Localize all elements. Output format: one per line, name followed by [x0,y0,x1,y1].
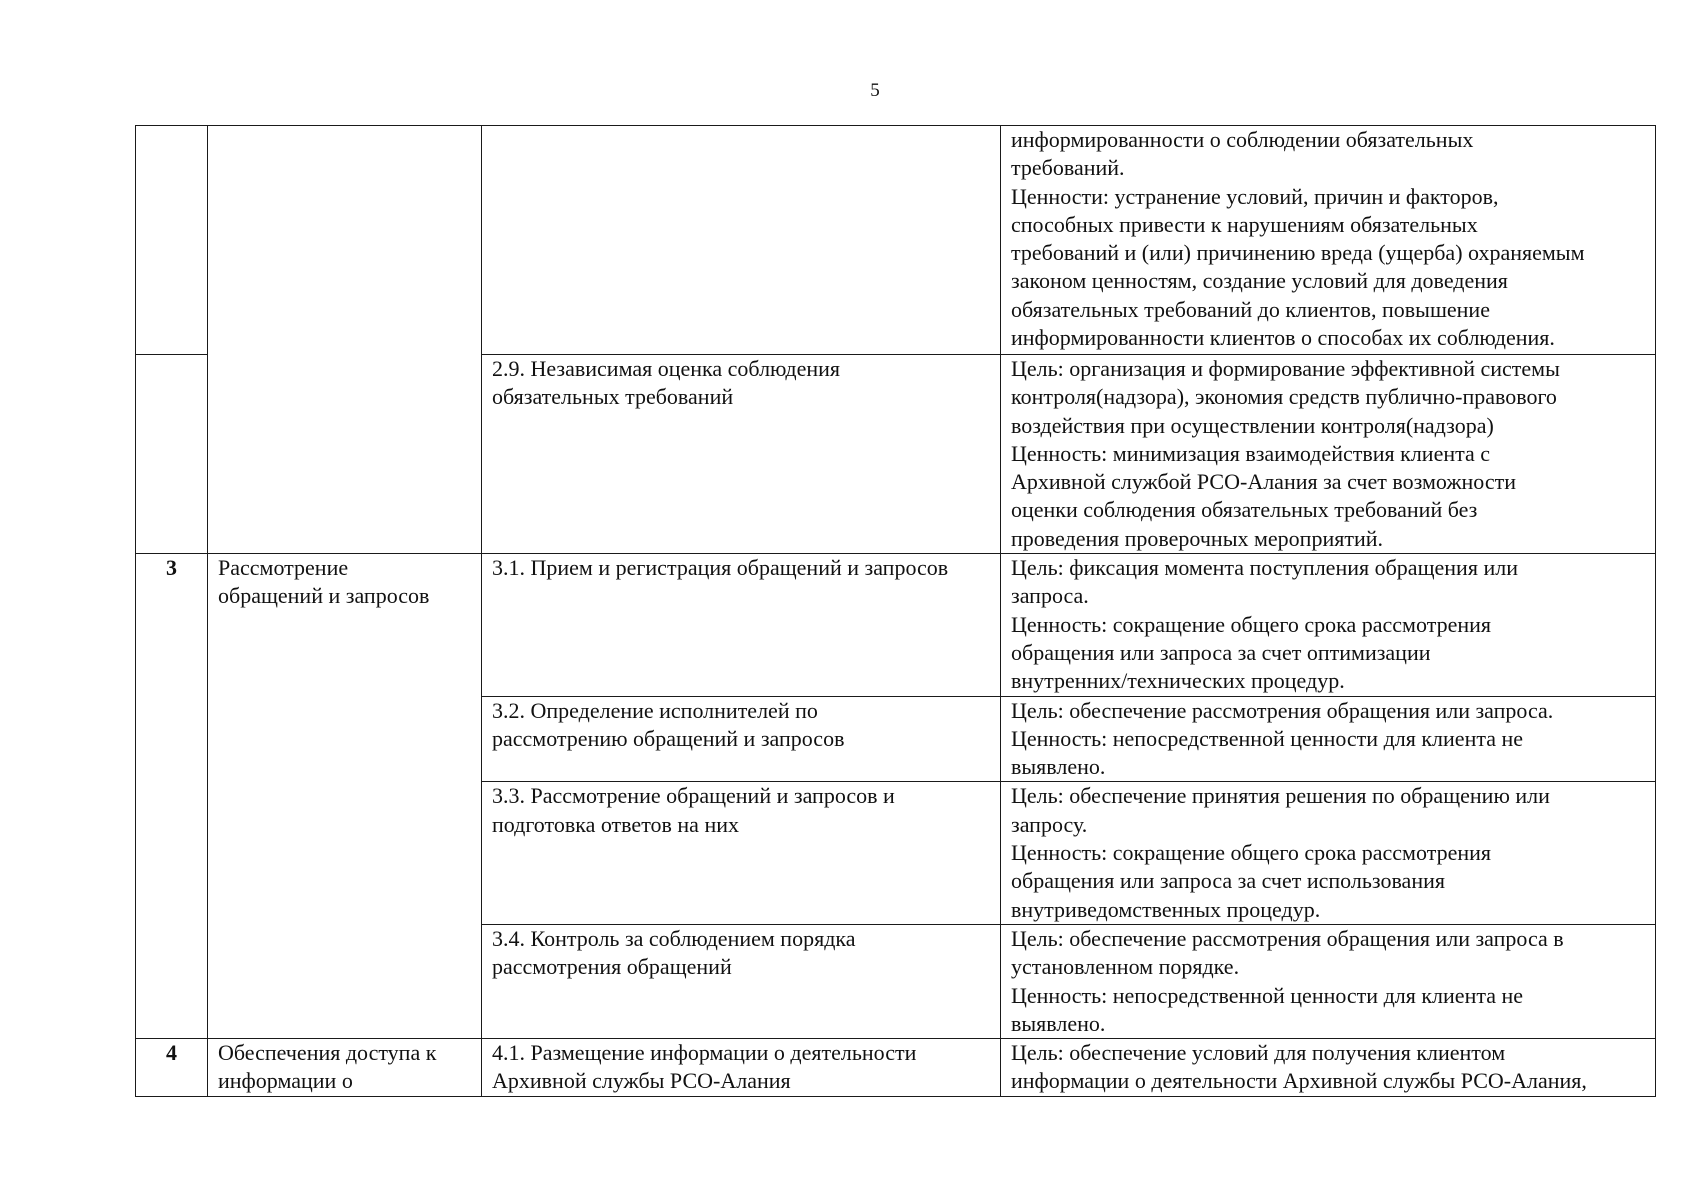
description-line: Цель: обеспечение рассмотрения обращения или запроса в [1011,925,1564,951]
description-line: информации о деятельности Архивной службы РСО-Алания, [1011,1068,1587,1094]
description-line: Ценность: сокращение общего срока рассмотрения [1011,840,1492,866]
description-line: обращения или запроса за счет использования [1011,868,1445,894]
process-line: рассмотрению обращений и запросов [492,725,845,751]
description-line: информированности о соблюдении обязательных [1011,127,1474,152]
description-cell [1001,924,1656,1038]
description-line: Цель: обеспечение принятия решения по обращению или [1011,783,1550,809]
description-line: внутренних/технических процедур. [1011,668,1345,694]
process-cell [482,126,1001,355]
description-line: оценки соблюдения обязательных требований без [1011,497,1478,523]
section-line: Обеспечения доступа к [218,1040,437,1066]
process-line: 3.1. Прием и регистрация обращений и запросов [492,555,949,581]
process-cell [482,1039,1001,1097]
description-cell [1001,355,1656,554]
description-line: внутриведомственных процедур. [1011,896,1321,922]
page-number: 5 [870,80,880,101]
description-line: Архивной службой РСО-Алания за счет возможности [1011,469,1517,495]
section-cell [208,554,482,1039]
process-line: 3.3. Рассмотрение обращений и запросов и [492,783,895,809]
description-line: Ценность: минимизация взаимодействия клиента с [1011,440,1491,466]
process-cell [482,696,1001,782]
description-line: запросу. [1011,811,1088,837]
process-line: 3.4. Контроль за соблюдением порядка [492,925,856,951]
process-line: рассмотрения обращений [492,954,732,980]
row-number-cell [136,355,208,554]
section-line: обращений и запросов [218,583,430,609]
description-line: запроса. [1011,583,1089,609]
process-line: 4.1. Размещение информации о деятельности [492,1040,917,1066]
section-cell [208,126,482,554]
services-table [135,125,1656,1097]
description-line: требований и (или) причинению вреда (ущерба) охраняемым [1011,240,1585,266]
description-line: Ценность: сокращение общего срока рассмотрения [1011,611,1492,637]
table-row [136,1039,1656,1097]
description-cell [1001,126,1656,355]
section-line: информации о [218,1068,353,1094]
description-line: Цель: обеспечение рассмотрения обращения или запроса. [1011,697,1554,723]
process-line: 2.9. Независимая оценка соблюдения [492,356,840,381]
description-line: Цель: фиксация момента поступления обращения или [1011,555,1518,581]
table-row [136,126,1656,355]
description-line: обращения или запроса за счет оптимизации [1011,639,1431,665]
description-line: установленном порядке. [1011,954,1240,980]
description-line: проведения проверочных мероприятий. [1011,525,1383,551]
description-line: информированности клиентов о способах их соблюдения. [1011,325,1555,351]
section-line: Рассмотрение [218,555,349,581]
process-line: Архивной службы РСО-Алания [492,1068,791,1094]
description-cell [1001,554,1656,696]
description-line: Цель: обеспечение условий для получения клиентом [1011,1040,1506,1066]
description-line: выявлено. [1011,754,1106,780]
process-cell [482,355,1001,554]
description-cell [1001,1039,1656,1097]
description-line: требований. [1011,155,1125,181]
process-cell [482,782,1001,924]
process-line: 3.2. Определение исполнителей по [492,697,818,723]
description-line: Ценность: непосредственной ценности для клиента не [1011,725,1524,751]
description-cell [1001,696,1656,782]
description-line: Ценность: непосредственной ценности для клиента не [1011,982,1524,1008]
row-number-cell: 3 [136,554,208,1039]
description-line: обязательных требований до клиентов, повышение [1011,296,1490,322]
table-row [136,554,1656,696]
row-number-cell: 4 [136,1039,208,1097]
description-line: воздействия при осуществлении контроля(надзора) [1011,412,1494,438]
description-cell [1001,782,1656,924]
description-line: выявлено. [1011,1010,1106,1036]
description-line: Ценности: устранение условий, причин и факторов, [1011,183,1499,209]
process-line: подготовка ответов на них [492,811,739,837]
process-cell [482,554,1001,696]
row-number-cell [136,126,208,355]
section-cell [208,1039,482,1097]
description-line: способных привести к нарушениям обязательных [1011,211,1478,237]
process-line: обязательных требований [492,384,734,410]
description-line: контроля(надзора), экономия средств публично-правового [1011,384,1557,410]
description-line: Цель: организация и формирование эффективной системы [1011,356,1560,381]
process-cell [482,924,1001,1038]
description-line: законом ценностям, создание условий для доведения [1011,268,1508,294]
